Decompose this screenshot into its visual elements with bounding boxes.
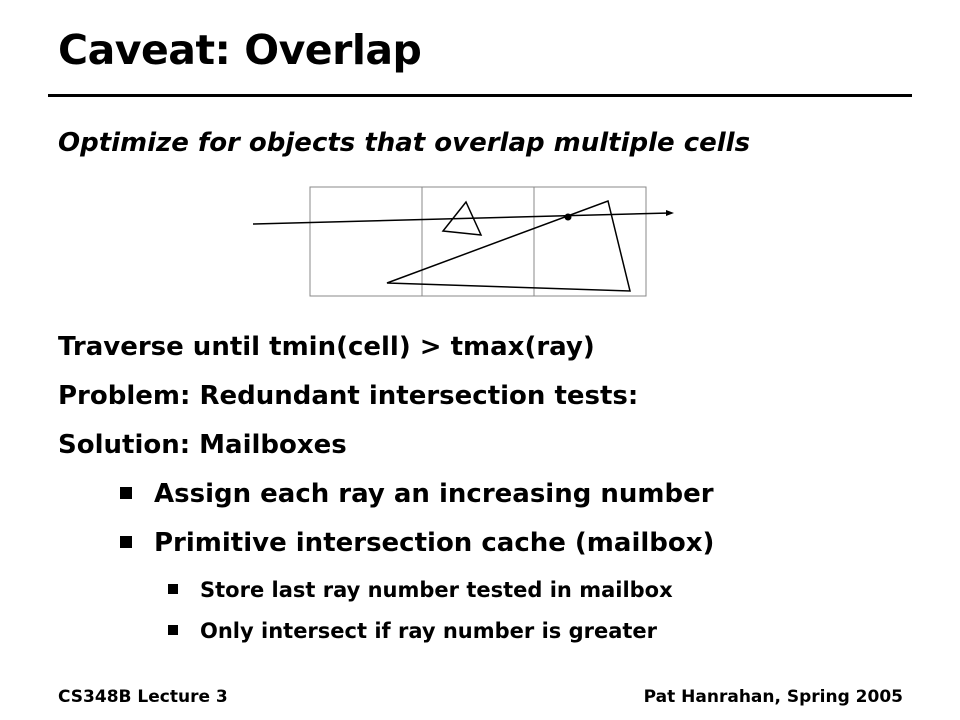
slide-title: Caveat: Overlap bbox=[58, 26, 422, 74]
bullet-square-icon bbox=[120, 487, 132, 499]
bullet-square-icon bbox=[120, 536, 132, 548]
body-line-solution: Solution: Mailboxes bbox=[58, 430, 347, 460]
intersection-point bbox=[565, 214, 572, 221]
body-line-problem: Problem: Redundant intersection tests: bbox=[58, 381, 639, 411]
bullet-text: Assign each ray an increasing number bbox=[154, 479, 714, 509]
bullet-item bbox=[120, 528, 714, 558]
grid-cell-2 bbox=[422, 187, 534, 296]
footer-course: CS348B Lecture 3 bbox=[58, 687, 228, 707]
grid-cells bbox=[310, 187, 646, 296]
sub-bullet-text: Only intersect if ray number is greater bbox=[200, 619, 658, 643]
ray-line bbox=[253, 213, 670, 224]
grid-cell-3 bbox=[534, 187, 646, 296]
slide-subtitle: Optimize for objects that overlap multiple cells bbox=[58, 128, 751, 158]
sub-bullet-text: Store last ray number tested in mailbox bbox=[200, 578, 673, 602]
bullet-item bbox=[120, 479, 714, 509]
sub-bullet-item bbox=[168, 578, 673, 602]
sub-bullet-item bbox=[168, 619, 657, 643]
body-line-traverse: Traverse until tmin(cell) > tmax(ray) bbox=[58, 332, 595, 362]
ray-arrowhead bbox=[666, 210, 674, 216]
bullet-text: Primitive intersection cache (mailbox) bbox=[154, 528, 715, 558]
bullet-square-icon bbox=[168, 625, 178, 635]
grid-cell-1 bbox=[310, 187, 422, 296]
bullet-square-icon bbox=[168, 584, 178, 594]
footer-author: Pat Hanrahan, Spring 2005 bbox=[643, 687, 903, 707]
